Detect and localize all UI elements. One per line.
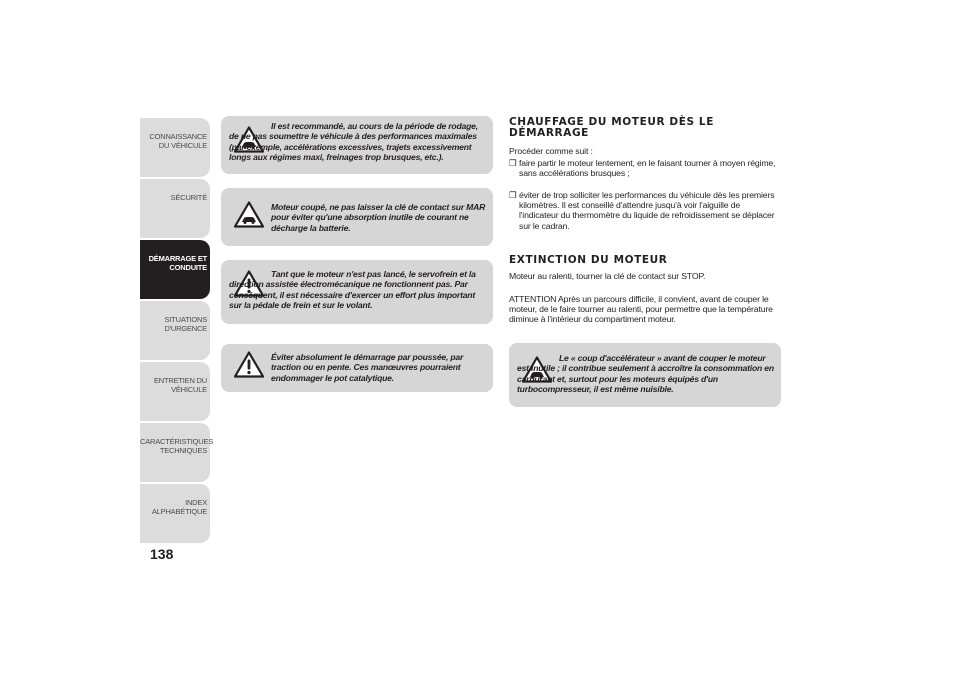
tab-label: SÉCURITÉ	[170, 193, 207, 202]
tab-label: SITUATIONS D'URGENCE	[164, 315, 207, 333]
warning-text: Le « coup d'accélérateur » avant de couper le moteur est inutile ; il contribue seulement à accroître la consommation en carburant et, surtout pour les moteurs équipés d'un turbocompresseur, il est même nuisible.	[517, 353, 774, 394]
tab-entretien-du-vehicule[interactable]	[140, 362, 210, 421]
section-paragraph: Moteur au ralenti, tourner la clé de contact sur STOP.	[509, 271, 706, 281]
triangle-warning-icon	[234, 351, 264, 383]
warning-box-coup-accelerateur	[509, 343, 781, 407]
tab-label: DÉMARRAGE ET CONDUITE	[148, 254, 207, 272]
tab-demarrage-et-conduite[interactable]	[140, 240, 210, 299]
tab-label: INDEX ALPHABÉTIQUE	[151, 498, 207, 516]
car-warning-icon	[234, 201, 264, 233]
checkbox-bullet-icon: ❒	[509, 190, 517, 200]
tab-caracteristiques-techniques[interactable]	[140, 423, 214, 482]
tab-label: CONNAISSANCE DU VÉHICULE	[149, 132, 207, 150]
section-intro: Procéder comme suit :	[509, 146, 593, 156]
warning-text: Il est recommandé, au cours de la période de rodage, de ne pas soumettre le véhicule à des performances maximales (par exemple, accélérations excessives, trajets excessivement longs aux régimes maxi, freinages trop brusques, etc.).	[229, 121, 478, 162]
page-number: 138	[150, 546, 174, 562]
tab-connaissance-du-vehicule[interactable]	[140, 118, 210, 177]
tab-label: ENTRETIEN DU VÉHICULE	[153, 376, 207, 394]
warning-text: Tant que le moteur n'est pas lancé, le servofrein et la direction assistée électromécanique ne fonctionnent pas. Par conséquent, il est nécessaire d'exercer un effort plus important sur la pédale de frein et sur le volant.	[229, 269, 476, 310]
section-title-chauffage: CHAUFFAGE DU MOTEUR DÈS LE DÉMARRAGE	[509, 116, 714, 139]
list-item	[509, 190, 781, 231]
list-item-text: éviter de trop solliciter les performances du véhicule dès les premiers kilomètres. Il est conseillé d'attendre jusqu'à voir l'aiguille de l'indicateur du thermomètre du liquide de refroidissement se déplacer sur le cadran.	[519, 190, 775, 231]
tab-label: CARACTÉRISTIQUES TECHNIQUES	[140, 437, 214, 455]
warning-box-batterie	[221, 188, 493, 246]
warning-text: Moteur coupé, ne pas laisser la clé de contact sur MAR pour éviter qu'une absorption inutile de courant ne décharge la batterie.	[271, 202, 486, 233]
section-title-extinction: EXTINCTION DU MOTEUR	[509, 254, 668, 266]
list-item-text: faire partir le moteur lentement, en le faisant tourner à moyen régime, sans accélérations brusques ;	[519, 158, 776, 179]
tab-index-alphabetique[interactable]	[140, 484, 210, 543]
tab-securite[interactable]	[140, 179, 210, 238]
warning-box-servofrein	[221, 260, 493, 324]
tab-situations-d-urgence[interactable]	[140, 301, 210, 360]
list-item	[509, 158, 779, 178]
section-paragraph-attention: ATTENTION Après un parcours difficile, il convient, avant de couper le moteur, de le faire tourner au ralenti, pour permettre que la température diminue à l'intérieur du compartiment moteur.	[509, 294, 773, 325]
checkbox-bullet-icon: ❒	[509, 158, 517, 168]
warning-box-rodage	[221, 116, 493, 174]
warning-box-demarrage-poussee	[221, 344, 493, 392]
warning-text: Éviter absolument le démarrage par poussée, par traction ou en pente. Ces manœuvres pourraient endommager le pot catalytique.	[271, 352, 464, 383]
